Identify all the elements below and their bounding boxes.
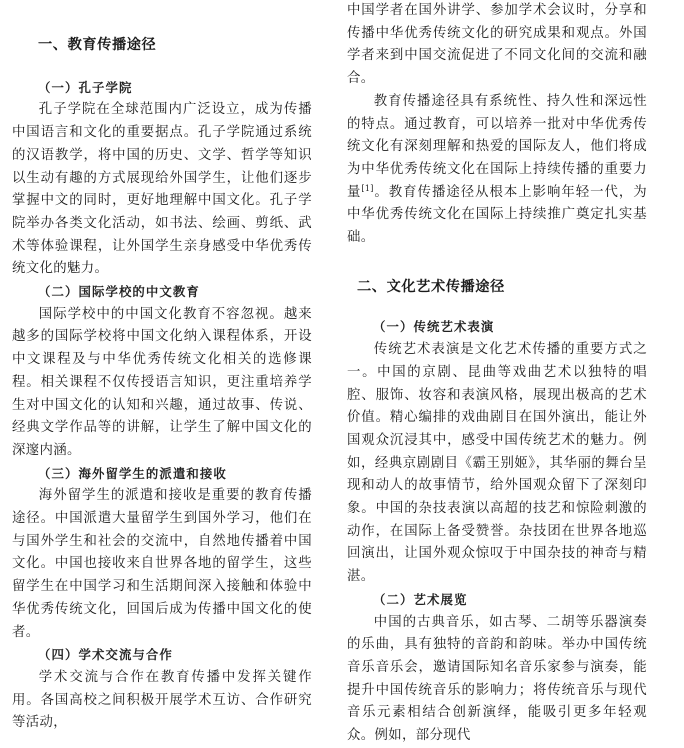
left-column	[12, 0, 312, 735]
paragraph-overseas-students: 海外留学生的派遣和接收是重要的教育传播途径。中国派遣大量留学生到国外学习，他们在与国外学生和社会的交流中，自然地传播着中国文化。中国也接收来自世界各地的留学生，这些留学生在中国学习和生活期间深入接触和体验中华优秀传统文化，回国后成为传播中国文化的使者。	[12, 488, 312, 640]
summary-text-after-citation: 。教育传播途径从根本上影响年轻一代，为中华优秀传统文化在国际上持续推广奠定扎实基础。	[347, 184, 647, 246]
summary-text-before-citation: 教育传播途径具有系统性、持久性和深远性的特点。通过教育，可以培养一批对中华优秀传统文化有深刻理解和热爱的国际友人，他们将成为中华优秀传统文化在国际上持续传播的重要力量	[347, 93, 647, 200]
right-column	[347, 0, 647, 748]
subsection-art-exhibition: （二）艺术展览	[373, 591, 468, 607]
citation-reference[interactable]: [1]	[361, 183, 374, 193]
subsection-international-schools: （二）国际学校的中文教育	[38, 284, 200, 300]
section-title-education: 一、教育传播途径	[38, 37, 157, 53]
paragraph-academic-exchange: 学术交流与合作在教育传播中发挥关键作用。各国高校之间积极开展学术互访、合作研究等活动，	[12, 669, 312, 731]
subsection-overseas-students: （三）海外留学生的派遣和接收	[38, 465, 227, 481]
paragraph-education-summary	[347, 91, 647, 250]
paragraph-confucius-institute: 孔子学院在全球范围内广泛设立，成为传播中国语言和文化的重要据点。孔子学院通过系统的汉语教学，将中国的历史、文学、哲学等知识以生动有趣的方式展现给外国学生，让他们逐步掌握中文的同时，更好地理解中国文化。孔子学院举办各类文化活动，如书法、绘画、剪纸、武术等体验课程，让外国学生亲身感受中华优秀传统文化的魅力。	[12, 102, 312, 277]
subsection-confucius-institute: （一）孔子学院	[38, 79, 133, 95]
paragraph-traditional-performance: 传统艺术表演是文化艺术传播的重要方式之一。中国的京剧、昆曲等戏曲艺术以独特的唱腔、服饰、妆容和表演风格，展现出极高的艺术价值。精心编排的戏曲剧目在国外演出，能让外国观众沉浸其中，感受中国传统艺术的魅力。例如，经典京剧剧目《霸王别姬》，其华丽的舞台呈现和动人的故事情节，给外国观众留下了深刻印象。中国的杂技表演以高超的技艺和惊险刺激的动作，在国际上备受赞誉。杂技团在世界各地巡回演出，让国外观众惊叹于中国杂技的神奇与精湛。	[347, 342, 647, 585]
paragraph-academic-exchange-continued: 中国学者在国外讲学、参加学术会议时，分享和传播中华优秀传统文化的研究成果和观点。外国学者来到中国交流促进了不同文化间的交流和融合。	[347, 3, 647, 87]
subsection-academic-exchange: （四）学术交流与合作	[38, 647, 173, 663]
section-title-culture-art: 二、文化艺术传播途径	[357, 278, 505, 295]
paragraph-art-exhibition: 中国的古典音乐，如古琴、二胡等乐器演奏的乐曲，具有独特的音韵和韵味。举办中国传统音乐音乐会，邀请国际知名音乐家参与演奏，能提升中国传统音乐的影响力；将传统音乐与现代音乐元素相结合创新演绎，能吸引更多年轻观众。例如，部分现代	[347, 614, 647, 744]
subsection-traditional-performance: （一）传统艺术表演	[373, 319, 495, 335]
paragraph-international-schools: 国际学校中的中国文化教育不容忽视。越来越多的国际学校将中国文化纳入课程体系，开设中文课程及与中华优秀传统文化相关的选修课程。相关课程不仅传授语言知识，更注重培养学生对中国文化的认知和兴趣，通过故事、传说、经典文学作品等的讲解，让学生了解中国文化的深邃内涵。	[12, 306, 312, 458]
